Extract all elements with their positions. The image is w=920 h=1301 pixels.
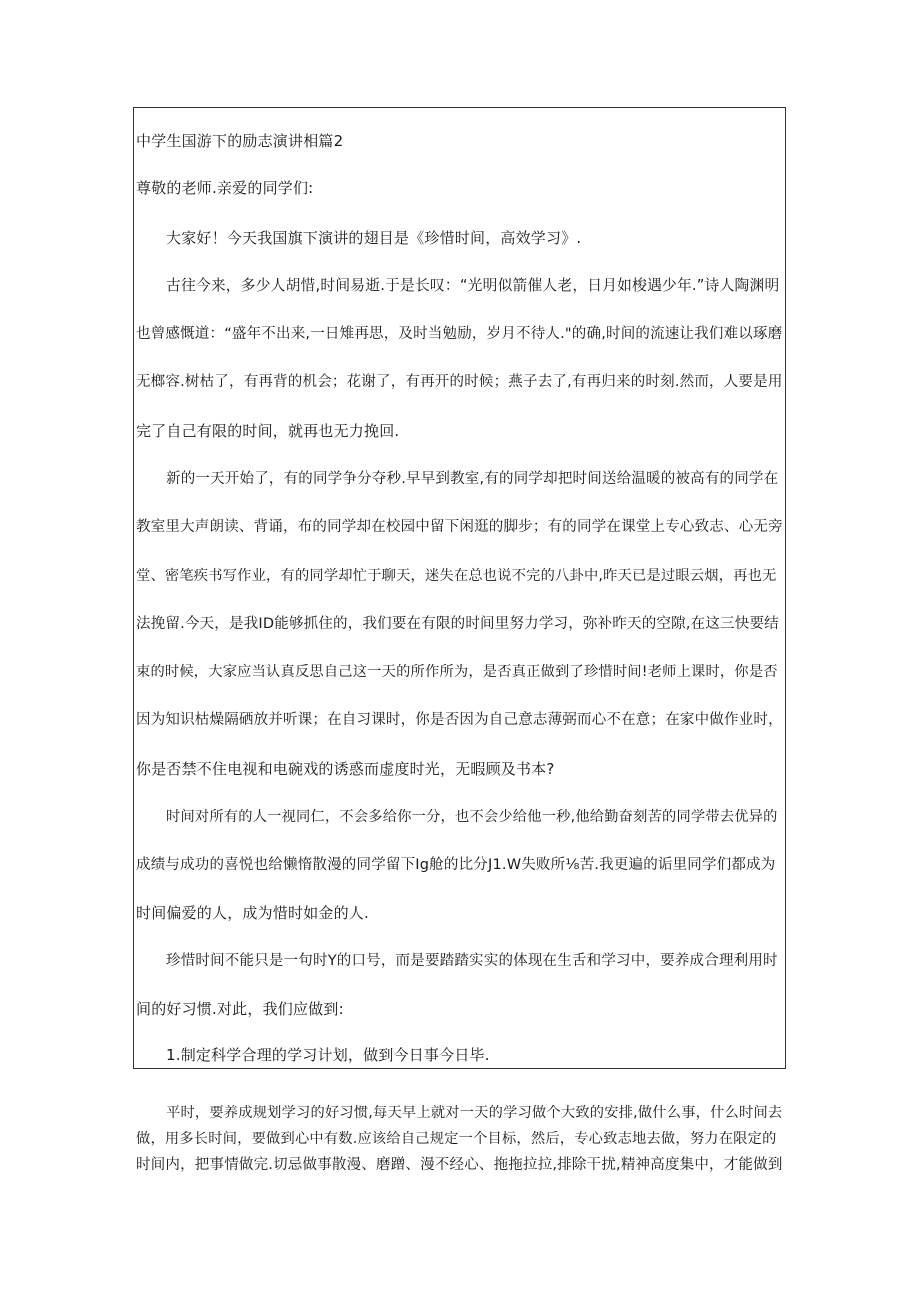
paragraph-line: 束的时候，大家应当认真反思自己这一天的所作所为，是否真正做到了珍惜时间!老师上课时，你是否 bbox=[136, 664, 778, 680]
paragraph-line: 也曾感慨道：“盛年不出来,一日雉再思，及时当勉励，岁月不待人."的确,时间的流速让我们难以琢磨 bbox=[136, 326, 783, 342]
paragraph-line: 平时，要养成规划学习的好习惯,每天早上就对一天的学习做个大致的安排,做什么事，什么时间去 bbox=[166, 1105, 783, 1121]
paragraph-line: 因为知识枯燥隔硒放并听课；在自习课时，你是否因为自己意志薄弼而心不在意；在家中做作业时， bbox=[136, 712, 783, 728]
paragraph-line: 教室里大声朗读、背诵，布的同学却在校园中留下闲逛的脚步；有的同学在课堂上专心致志、心无旁 bbox=[136, 519, 783, 535]
paragraph-line: 古往今来，多少人胡惜,时间易逝.于是长叹：“光明似箭催人老，日月如梭遇少年.”诗人陶渊明 bbox=[166, 277, 780, 294]
paragraph-line: 成绩与成功的喜悦也给懒惰散漫的同学留下Ig舱的比分J1.W失败所⅛苦.我更遍的诟里同学们都成为 bbox=[136, 857, 776, 873]
paragraph-line: 时间对所有的人一视同仁，不会多给你一分，也不会少给他一秒,他给勤奋刻苦的同学带去优异的 bbox=[166, 809, 778, 825]
greeting: 尊敬的老师.亲爱的同学们: bbox=[136, 179, 314, 197]
paragraph-line: 法挽留.今天，是我ID能够抓住的，我们要在有限的时间里努力学习，弥补昨天的空隙,在这三快要结 bbox=[136, 616, 779, 632]
paragraph-line: 你是否禁不住电视和电碗戏的诱惑而虚度时光，无暇顾及书本? bbox=[136, 760, 555, 778]
document-title: 中学生国游下的励志演讲相篇2 bbox=[136, 132, 344, 150]
paragraph-line: 时间内，把事情做完.切忌做事散漫、磨蹭、漫不经心、拖拖拉拉,排除干扰,精神高度集中，才能做到 bbox=[136, 1157, 783, 1173]
paragraph-line: 时间偏爱的人，成为惜时如金的人. bbox=[136, 904, 369, 922]
list-item: 1.制定科学合理的学习计划，做到今日事今日毕. bbox=[166, 1046, 490, 1064]
paragraph-line: 新的一天开始了，有的同学争分夺秒.早早到教室,有的同学却把时间送给温暖的被高有的同学在 bbox=[166, 471, 779, 487]
paragraph-line: 大家好！今天我国旗下演讲的翅目是《珍惜时间，高效学习》. bbox=[166, 229, 582, 247]
paragraph-line: 堂、密笔疾书写作业，有的同学却忙于聊天，迷失在总也说不完的八卦中,昨天已是过眼云烟，再也无 bbox=[136, 568, 777, 584]
paragraph-line: 做，用多长时间，要做到心中有数.应该给自己规定一个目标，然后，专心致志地去做，努力在限定的 bbox=[136, 1131, 777, 1147]
paragraph-line: 完了自己有限的时间，就再也无力挽回. bbox=[136, 422, 400, 440]
paragraph-line: 无榔容.树枯了，有再背的机会；花谢了，有再开的时候；燕子去了,有再归来的时刻.然而，人要是用 bbox=[136, 374, 783, 390]
paragraph-line: 间的好习惯.对此，我们应做到: bbox=[136, 1000, 344, 1018]
paragraph-line: 珍惜时间不能只是一句时Y的口号，而是要踏踏实实的体现在生舌和学习中，要养成合理利用时 bbox=[166, 953, 778, 969]
content-frame bbox=[133, 107, 786, 1069]
